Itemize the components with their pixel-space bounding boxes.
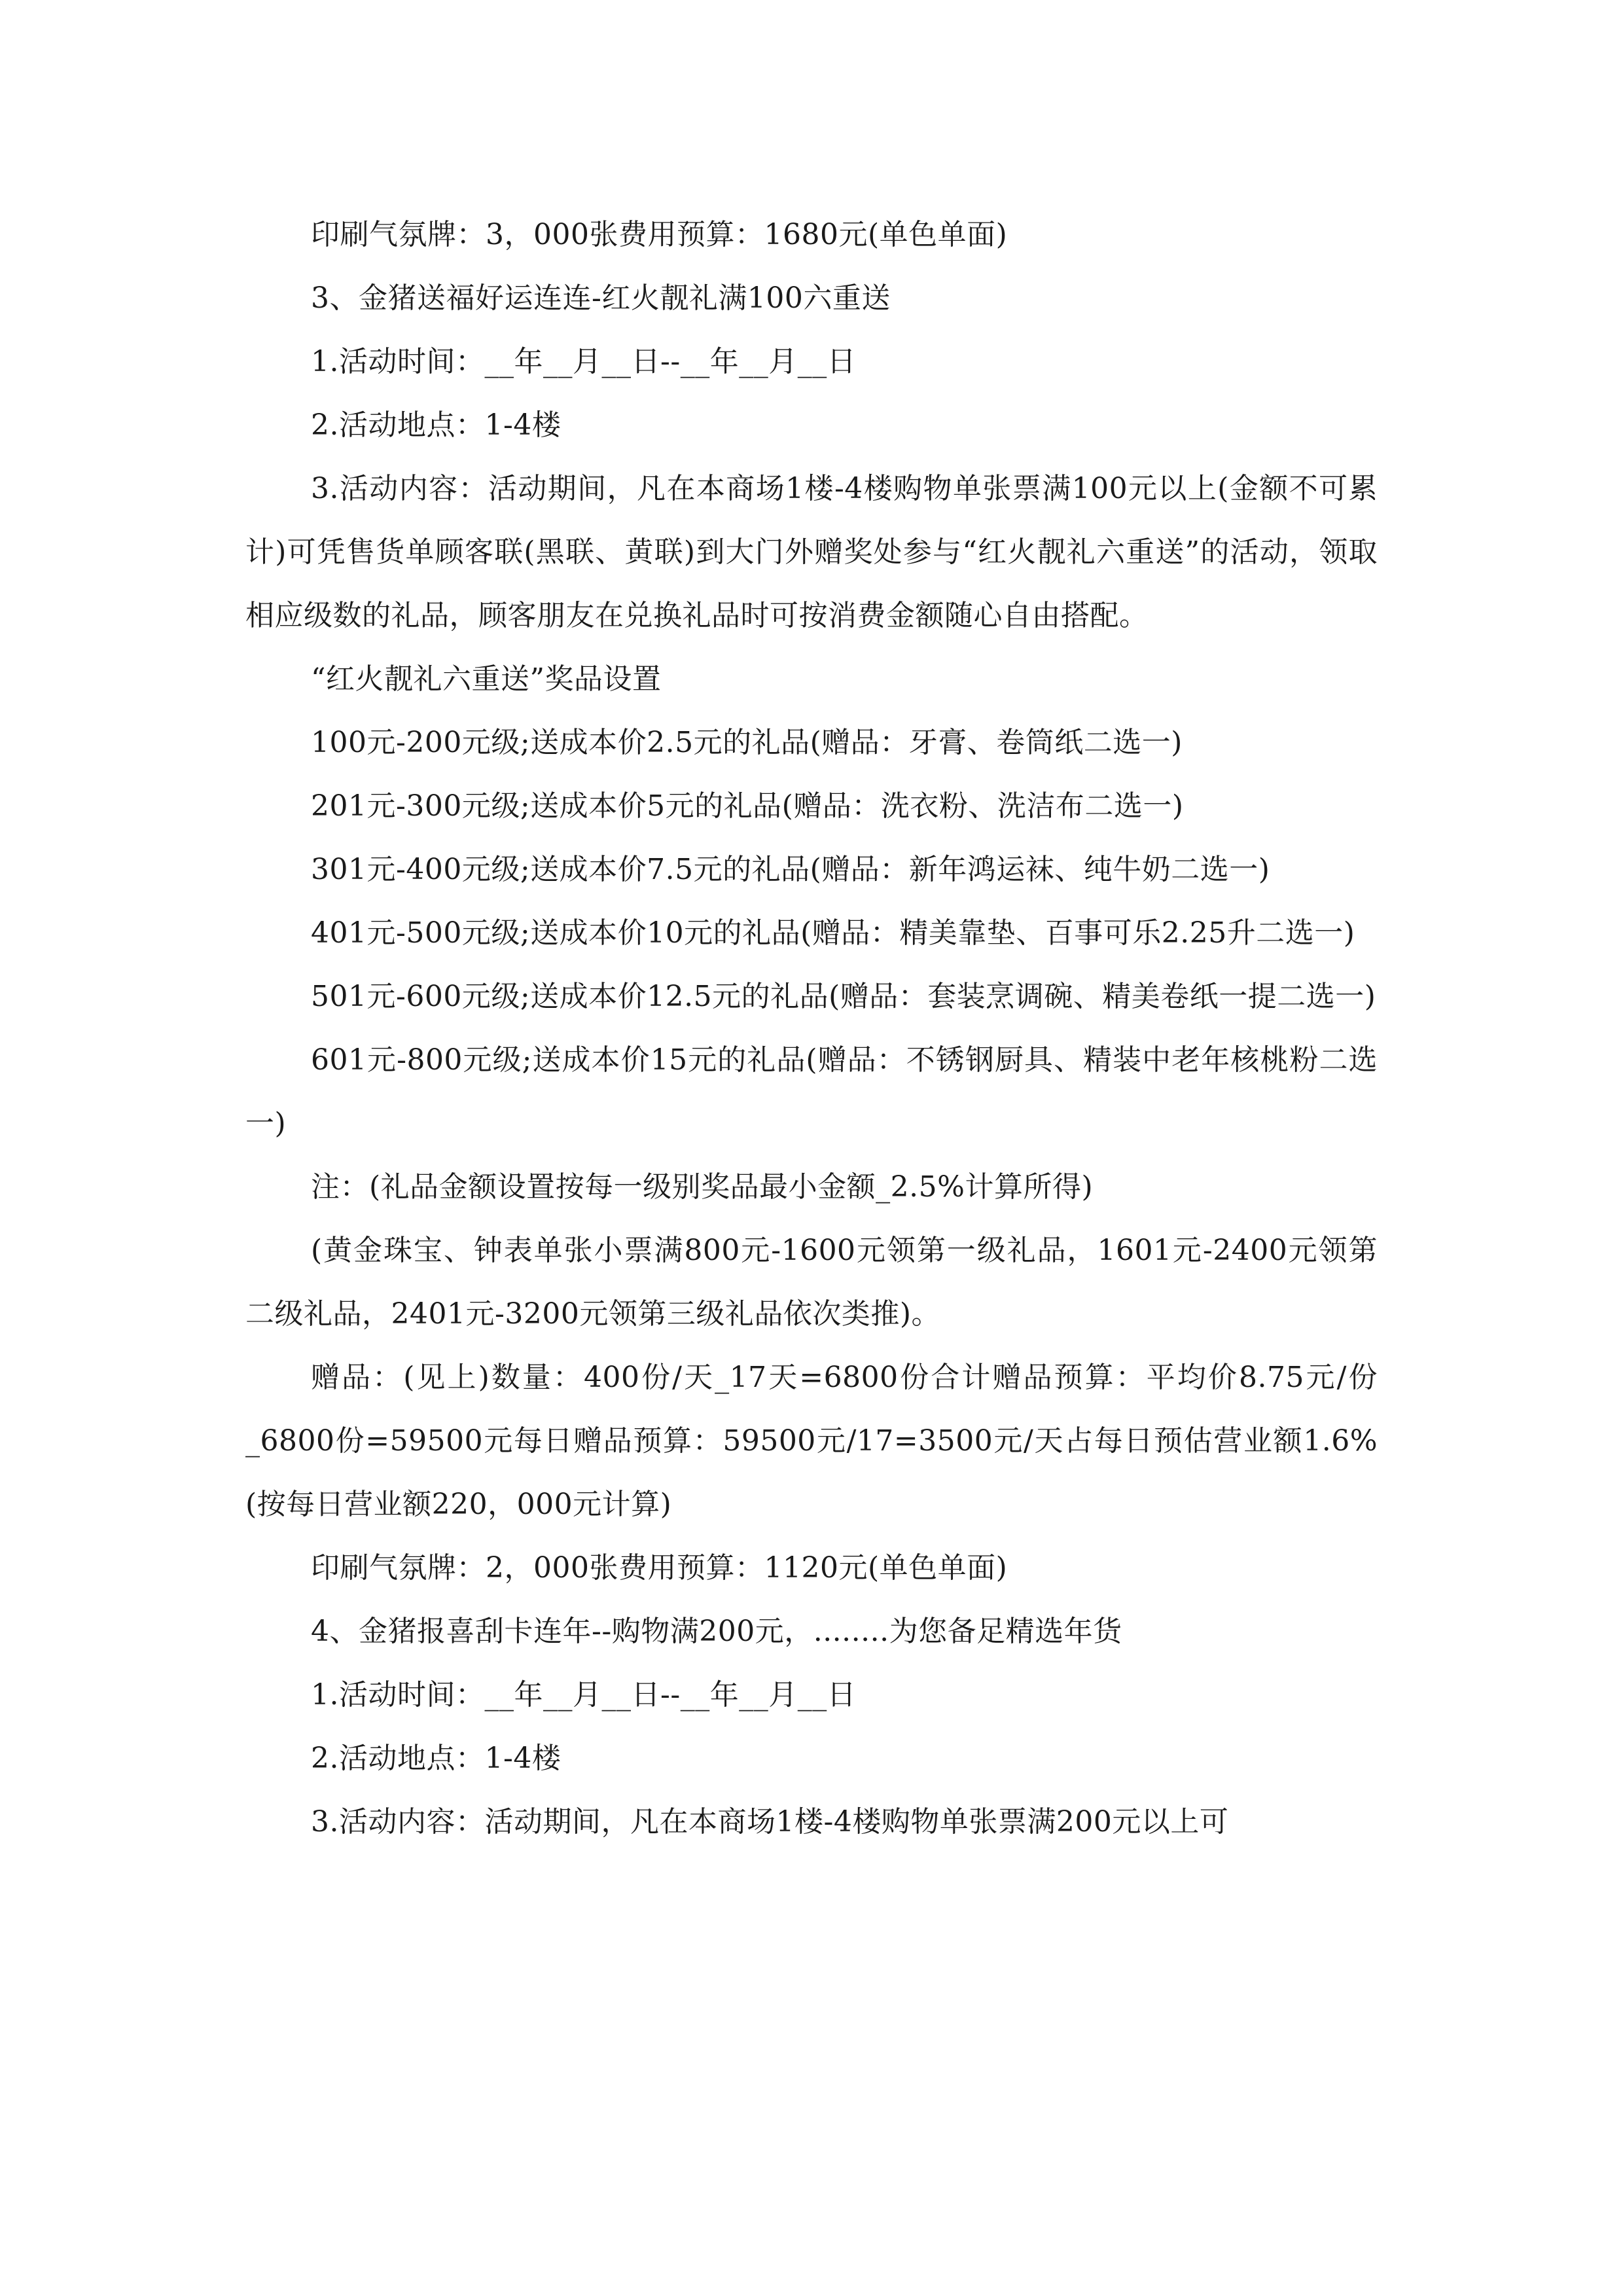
prize-tier-1: 100元-200元级;送成本价2.5元的礼品(赠品：牙膏、卷筒纸二选一)	[311, 726, 1183, 759]
prize-tier-3: 301元-400元级;送成本价7.5元的礼品(赠品：新年鸿运袜、纯牛奶二选一)	[311, 853, 1270, 886]
paragraph-print-signs-budget-1: 印刷气氛牌：3，000张费用预算：1680元(单色单面)	[311, 218, 1008, 251]
activity-time-4: 1.活动时间：__年__月__日--__年__月__日	[311, 1678, 857, 1712]
document-body	[245, 203, 1378, 1854]
section-heading-3: 3、金猪送福好运连连-红火靓礼满100六重送	[311, 281, 891, 315]
activity-content-3: 3.活动内容：活动期间，凡在本商场1楼-4楼购物单张票满100元以上(金额不可累计)可凭售货单顾客联(黑联、黄联)到大门外赠奖处参与“红火靓礼六重送”的活动，领取相应级数的礼品，顾客朋友在兑换礼品时可按消费金额随心自由搭配。	[245, 472, 1378, 632]
activity-location-4: 2.活动地点：1-4楼	[311, 1742, 562, 1775]
activity-time-3: 1.活动时间：__年__月__日--__年__月__日	[311, 345, 857, 378]
prize-note: 注：(礼品金额设置按每一级别奖品最小金额_2.5%计算所得)	[311, 1170, 1094, 1204]
jewelry-note: (黄金珠宝、钟表单张小票满800元-1600元领第一级礼品，1601元-2400元领第二级礼品，2401元-3200元领第三级礼品依次类推)。	[245, 1234, 1378, 1331]
prize-tier-6: 601元-800元级;送成本价15元的礼品(赠品：不锈钢厨具、精装中老年核桃粉二选一)	[245, 1043, 1378, 1140]
prize-tier-2: 201元-300元级;送成本价5元的礼品(赠品：洗衣粉、洗洁布二选一)	[311, 789, 1184, 823]
prize-tier-5: 501元-600元级;送成本价12.5元的礼品(赠品：套装烹调碗、精美卷纸一提二选一)	[311, 980, 1376, 1013]
activity-content-4: 3.活动内容：活动期间，凡在本商场1楼-4楼购物单张票满200元以上可	[311, 1805, 1229, 1839]
activity-location-3: 2.活动地点：1-4楼	[311, 408, 562, 442]
prize-settings-heading: “红火靓礼六重送”奖品设置	[311, 662, 662, 696]
paragraph-print-signs-budget-2: 印刷气氛牌：2，000张费用预算：1120元(单色单面)	[311, 1551, 1008, 1585]
section-heading-4: 4、金猪报喜刮卡连年--购物满200元，........为您备足精选年货	[311, 1615, 1122, 1648]
prize-tier-4: 401元-500元级;送成本价10元的礼品(赠品：精美靠垫、百事可乐2.25升二选一)	[311, 916, 1355, 950]
gift-budget: 赠品：(见上)数量：400份/天_17天=6800份合计赠品预算：平均价8.75元/份_6800份=59500元每日赠品预算：59500元/17=3500元/天占每日预估营业额1.6%(按每日营业额220，000元计算)	[245, 1361, 1378, 1521]
